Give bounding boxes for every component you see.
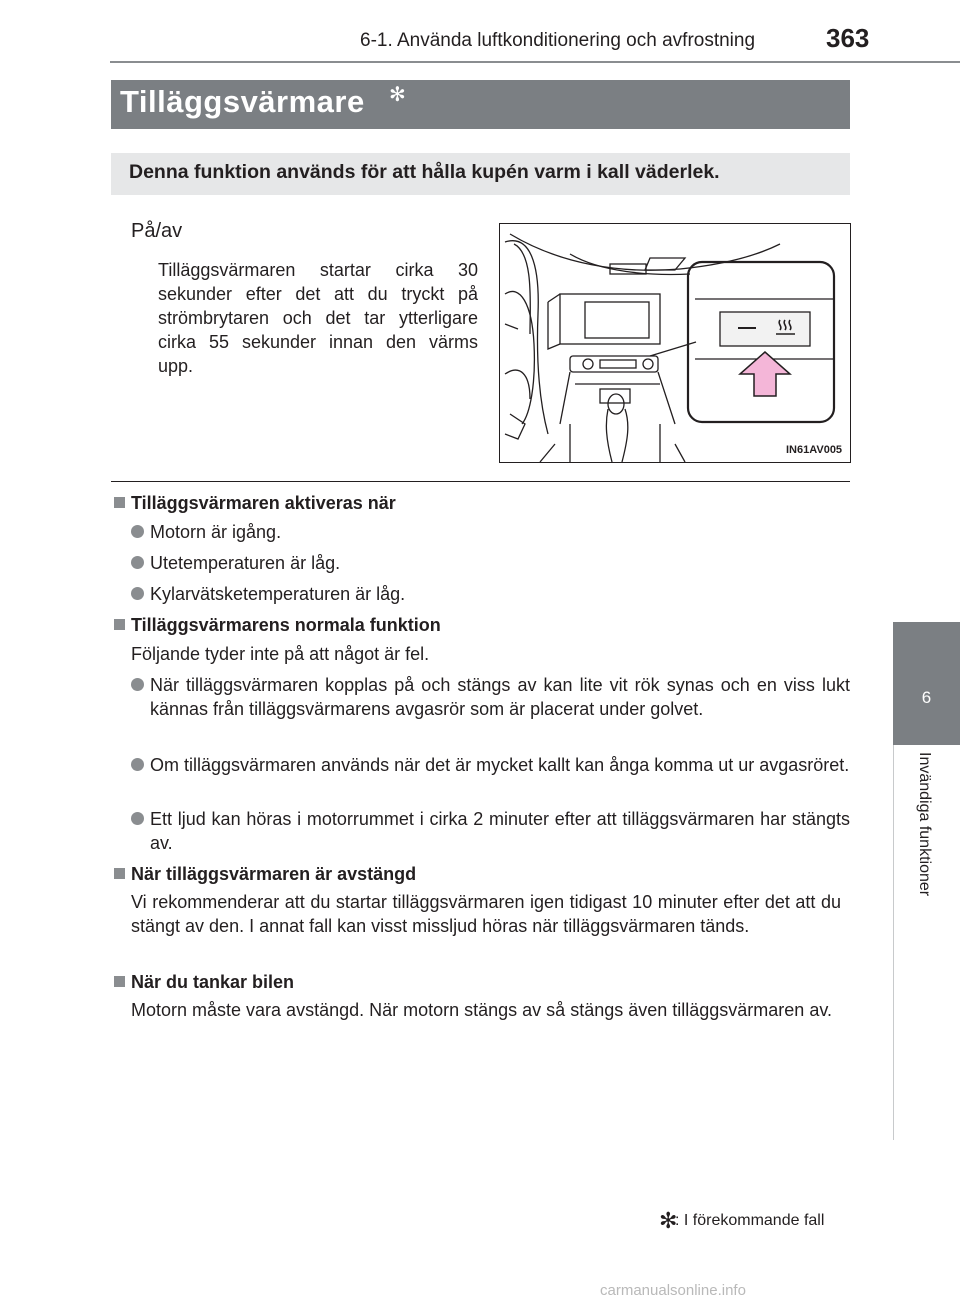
item-body: Tilläggsvärmaren startar cirka 30 sekunder efter det att du tryckt på strömbrytaren och det tar ytterligare cirka 55 sekunder innan den värms upp. bbox=[158, 260, 478, 376]
header-rule bbox=[110, 61, 960, 63]
heading-square-icon bbox=[114, 868, 125, 879]
section-separator bbox=[111, 481, 850, 482]
section-text: Följande tyder inte på att något är fel. bbox=[131, 644, 430, 664]
chapter-tab bbox=[893, 622, 960, 745]
section-heading: Tilläggsvärmarens normala funktion bbox=[131, 615, 441, 635]
item-title: På/av bbox=[131, 220, 183, 242]
bullet-icon bbox=[131, 812, 144, 825]
chapter-tab-label-wrap bbox=[905, 752, 945, 1132]
title-optional-marker: ✻ bbox=[389, 84, 406, 106]
bullet-text: Kylarvätsketemperaturen är låg. bbox=[150, 584, 406, 604]
figure-code: IN61AV005 bbox=[786, 444, 843, 456]
dashboard-figure bbox=[499, 223, 851, 463]
chapter-tab-number: 6 bbox=[921, 688, 932, 707]
section-text: Vi rekommenderar att du startar tilläggsvärmaren igen tidigast 10 minuter efter det att du stängt av den. I annat fall kan visst missljud höras när tilläggsvärmaren tänds. bbox=[131, 892, 841, 936]
section-text: Motorn måste vara avstängd. När motorn stängs av så stängs även tilläggsvärmaren av. bbox=[131, 1000, 832, 1020]
bullet-icon bbox=[131, 678, 144, 691]
section-heading: När du tankar bilen bbox=[131, 972, 295, 992]
heading-square-icon bbox=[114, 497, 125, 508]
intro-text: Denna funktion används för att hålla kupén varm i kall väderlek. bbox=[129, 161, 720, 183]
bullet-text: Ett ljud kan höras i motorrummet i cirka 2 minuter efter att tilläggsvärmaren har stängts av. bbox=[150, 809, 850, 853]
bullet-text: Utetemperaturen är låg. bbox=[150, 553, 341, 573]
watermark: carmanualsonline.info bbox=[600, 1282, 746, 1299]
heading-square-icon bbox=[114, 619, 125, 630]
bullet-text: Motorn är igång. bbox=[150, 522, 282, 542]
section-heading: Tilläggsvärmaren aktiveras när bbox=[131, 493, 396, 513]
bullet-text: Om tilläggsvärmaren används när det är mycket kallt kan ånga komma ut ur avgasröret. bbox=[150, 755, 850, 775]
page-number: 363 bbox=[826, 23, 870, 53]
page-title: Tilläggsvärmare bbox=[120, 84, 365, 119]
bullet-icon bbox=[131, 587, 144, 600]
section-heading: När tilläggsvärmaren är avstängd bbox=[131, 864, 417, 884]
heading-square-icon bbox=[114, 976, 125, 987]
bullet-text: När tilläggsvärmaren kopplas på och stängs av kan lite vit rök synas och en viss lukt kännas från tilläggsvärmarens avgasrör som är placerat under golvet. bbox=[150, 675, 850, 719]
chapter-tab-label: Invändiga funktioner bbox=[916, 752, 933, 897]
footnote-marker: ✻ bbox=[659, 1208, 678, 1233]
header-section-title: 6-1. Använda luftkonditionering och avfrostning bbox=[360, 30, 756, 51]
bullet-icon bbox=[131, 758, 144, 771]
bullet-icon bbox=[131, 556, 144, 569]
dashboard-illustration bbox=[500, 224, 850, 462]
footnote-text: : I förekommande fall bbox=[675, 1212, 825, 1229]
bullet-icon bbox=[131, 525, 144, 538]
